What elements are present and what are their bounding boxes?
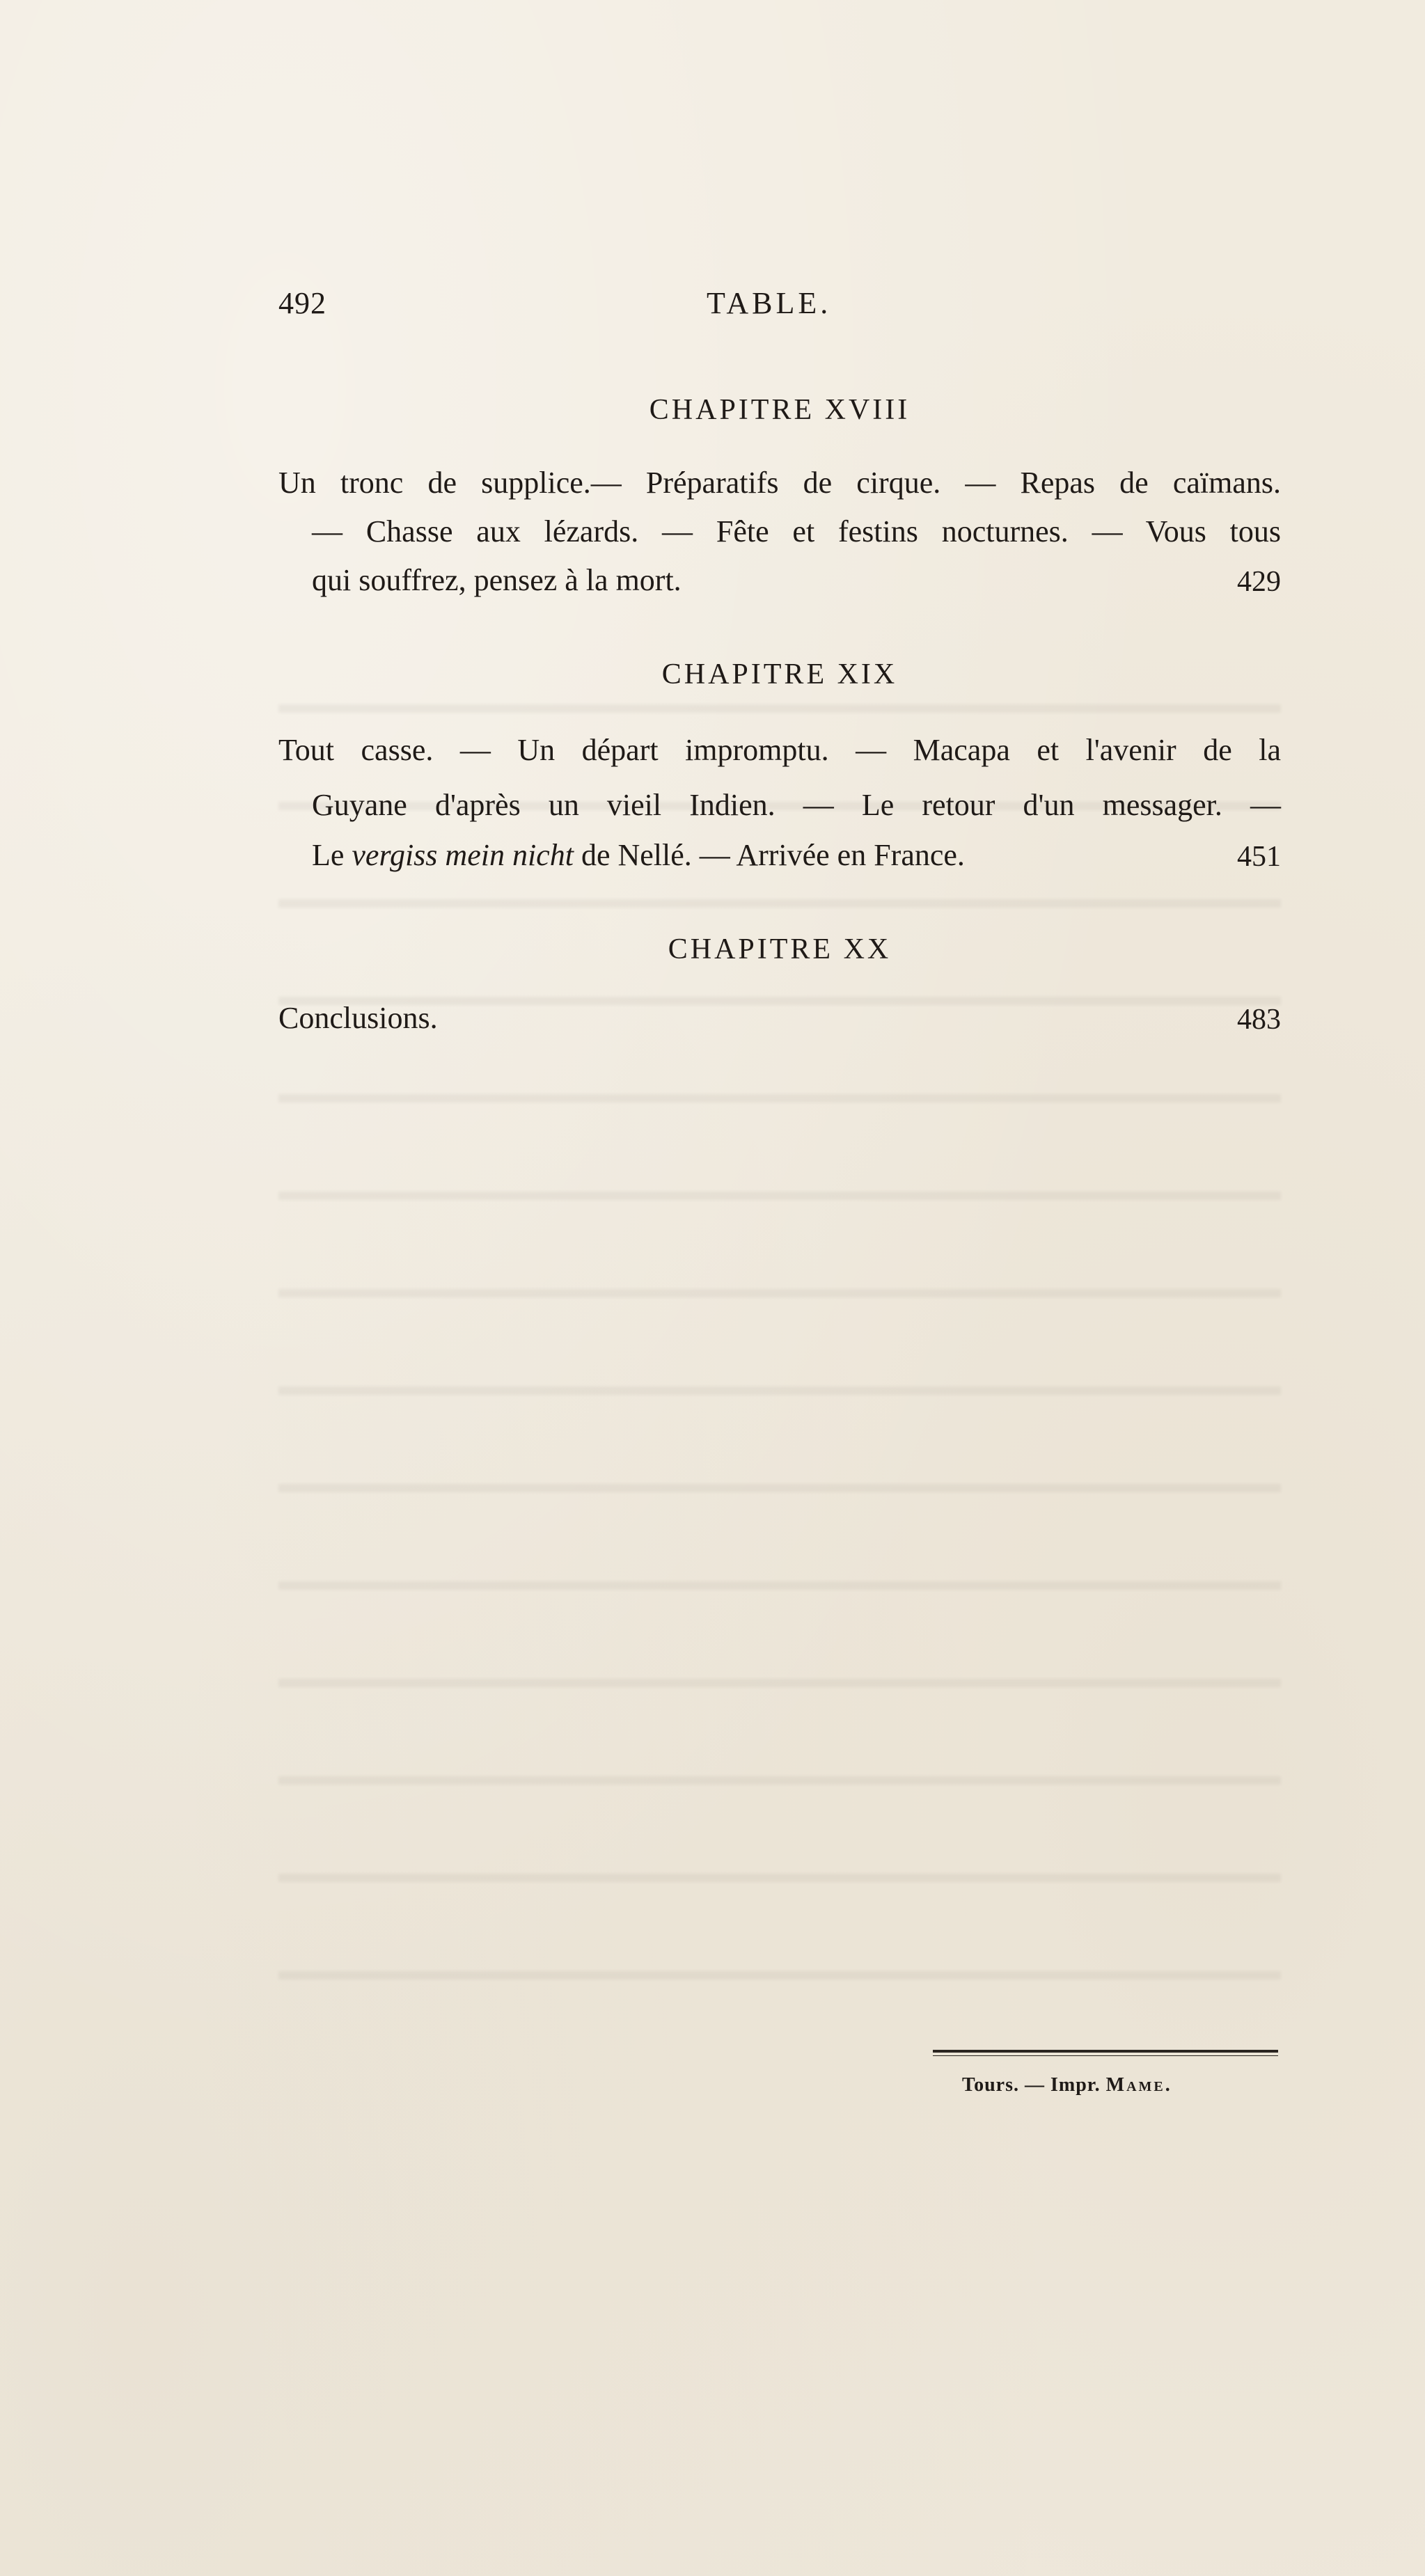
- show-through-texture: [278, 668, 1281, 2060]
- toc-entry-line: Un tronc de supplice.— Préparatifs de cirque. — Repas de caïmans.: [278, 466, 1281, 500]
- toc-entry-line: Conclusions.: [278, 1001, 438, 1035]
- toc-entry-line: Guyane d'après un vieil Indien. — Le retour d'un messager. —: [312, 788, 1281, 822]
- toc-entry-line: — Chasse aux lézards. — Fête et festins nocturnes. — Vous tous: [312, 514, 1281, 548]
- page-number: 492: [278, 286, 326, 320]
- text-segment: de Nellé. — Arrivée en France.: [573, 838, 965, 872]
- colophon-rule: [933, 2050, 1278, 2053]
- colophon: [962, 2074, 1172, 2096]
- toc-entry-line: Tout casse. — Un départ impromptu. — Macapa et l'avenir de la: [278, 733, 1281, 767]
- toc-page-ref: 429: [1237, 566, 1281, 598]
- text-segment: Le: [312, 838, 352, 872]
- printer-name: Mame.: [1105, 2074, 1172, 2096]
- toc-entry-line: qui souffrez, pensez à la mort.: [312, 563, 682, 597]
- chapter-heading: CHAPITRE XIX: [661, 658, 898, 690]
- colophon-prefix: Tours. — Impr.: [962, 2074, 1106, 2096]
- toc-page-ref: 483: [1237, 1004, 1281, 1036]
- toc-entry-line-with-italic: [312, 840, 965, 871]
- italic-title: vergiss mein nicht: [352, 838, 574, 872]
- chapter-heading: CHAPITRE XX: [668, 933, 892, 965]
- chapter-heading: CHAPITRE XVIII: [649, 394, 911, 426]
- colophon-rule-thin: [933, 2055, 1278, 2056]
- running-title: TABLE.: [707, 286, 832, 320]
- toc-page-ref: 451: [1237, 841, 1281, 873]
